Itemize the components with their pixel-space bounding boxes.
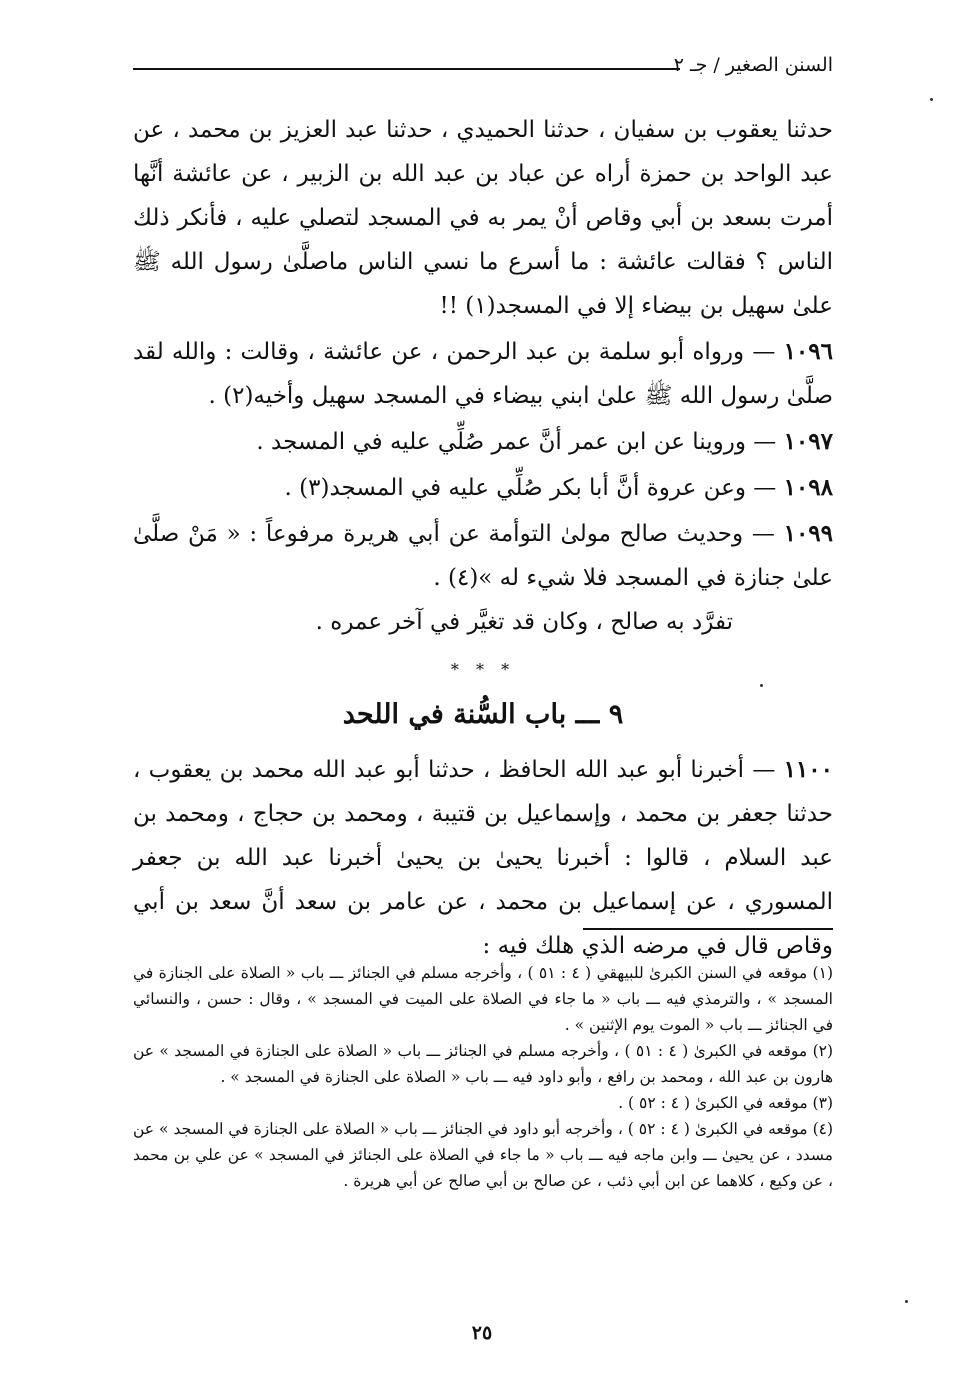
hadith-1098: [133, 466, 833, 510]
page-number: ٢٥: [471, 1322, 493, 1344]
paragraph-isnad: حدثنا يعقوب بن سفيان ، حدثنا الحميدي ، حدثنا عبد العزيز بن محمد ، عن عبد الواحد بن حمزة أراه عن عباد بن عبد الله بن الزبير ، عن عائشة أنَّها أمرت بسعد بن أبي وقاص أنْ يمر به في المسجد لتصلي عليه ، فأنكر ذلك الناس ؟ فقالت عائشة : ما أسرع ما نسي الناس ماصلَّىٰ رسول الله ﷺ علىٰ سهيل بن بيضاء إلا في المسجد(١) !!: [133, 117, 833, 319]
footnote-rule: [583, 928, 833, 930]
scan-speck: [760, 684, 763, 687]
footnotes: [133, 960, 833, 1194]
hadith-text: — ورواه أبو سلمة بن عبد الرحمن ، عن عائشة ، وقالت : والله لقد صلَّىٰ رسول الله ﷺ علىٰ ابني بيضاء في المسجد سهيل وأخيه(٢) .: [133, 339, 833, 409]
hadith-1096: [133, 330, 833, 418]
scan-speck: [905, 1300, 908, 1303]
section-separator: * * *: [450, 660, 516, 679]
hadith-1100: [133, 748, 833, 968]
hadith-number: ١٠٩٦: [783, 338, 833, 365]
hadith-number: ١٠٩٧: [783, 428, 833, 455]
hadith-1099: [133, 512, 833, 600]
hadith-1097: [133, 420, 833, 464]
header-rule: [133, 68, 680, 70]
footnote-3: (٣) موقعه في الكبرىٰ ( ٤ : ٥٢ ) .: [618, 1094, 833, 1112]
footnote-1: (١) موقعه في السنن الكبرىٰ للبيهقي ( ٤ : ٥١ ) ، وأخرجه مسلم في الجنائز ـــ باب « الصلاة على الجنازة في المسجد » ، والترمذي فيه ـــ باب « ما جاء في الصلاة على الميت في المسجد » ، وقال : حسن ، والنسائي في الجنائز ـــ باب « الموت يوم الإثنين » .: [133, 964, 833, 1034]
header-title: السنن الصغير / جـ ٢: [673, 54, 833, 76]
footnote-4: (٤) موقعه في الكبرىٰ ( ٤ : ٥٢ ) ، وأخرجه أبو داود في الجنائز ـــ باب « الصلاة على الجنازة في المسجد » عن مسدد ، عن يحيىٰ ـــ وابن ماجه فيه ـــ باب « ما جاء في الصلاة على الجنائز في المسجد » عن علي بن محمد ، عن وكيع ، كلاهما عن ابن أبي ذئب ، عن صالح بن أبي صالح عن أبي هريرة .: [133, 1120, 834, 1190]
hadith-1099-note: تفرَّد به صالح ، وكان قد تغيَّر في آخر عمره .: [315, 609, 733, 635]
scan-speck: [930, 98, 933, 101]
hadith-number: ١٠٩٩: [783, 520, 834, 547]
hadith-text: — وروينا عن ابن عمر أنَّ عمر صُلِّي عليه في المسجد .: [256, 429, 777, 455]
hadith-text: — وحديث صالح مولىٰ التوأمة عن أبي هريرة مرفوعاً : « مَنْ صلَّىٰ علىٰ جنازة في المسجد فلا شيء له »(٤) .: [133, 521, 833, 591]
running-header: [133, 52, 833, 86]
chapter-heading: ٩ ـــ باب السُّنة في اللحد: [342, 699, 624, 730]
hadith-number: ١٠٩٨: [783, 474, 833, 501]
main-text: [133, 108, 833, 968]
footnote-2: (٢) موقعه في الكبرىٰ ( ٤ : ٥١ ) ، وأخرجه مسلم في الجنائز ـــ باب « الصلاة على الجنازة في المسجد » عن هارون بن عبد الله ، ومحمد بن رافع ، وأبو داود فيه ـــ باب « الصلاة على الجنازة في المسجد » .: [133, 1042, 834, 1086]
hadith-text: — أخبرنا أبو عبد الله الحافظ ، حدثنا أبو عبد الله محمد بن يعقوب ، حدثنا جعفر بن محمد ، وإسماعيل بن قتيبة ، ومحمد بن حجاج ، ومحمد بن عبد السلام ، قالوا : أخبرنا يحيىٰ بن يحيىٰ أخبرنا عبد الله بن جعفر المسوري ، عن إسماعيل بن محمد ، عن عامر بن سعد أنَّ سعد بن أبي وقاص قال في مرضه الذي هلك فيه :: [133, 757, 833, 959]
hadith-text: — وعن عروة أنَّ أبا بكر صُلِّي عليه في المسجد(٣) .: [284, 475, 777, 501]
hadith-number: ١١٠٠: [783, 756, 833, 783]
